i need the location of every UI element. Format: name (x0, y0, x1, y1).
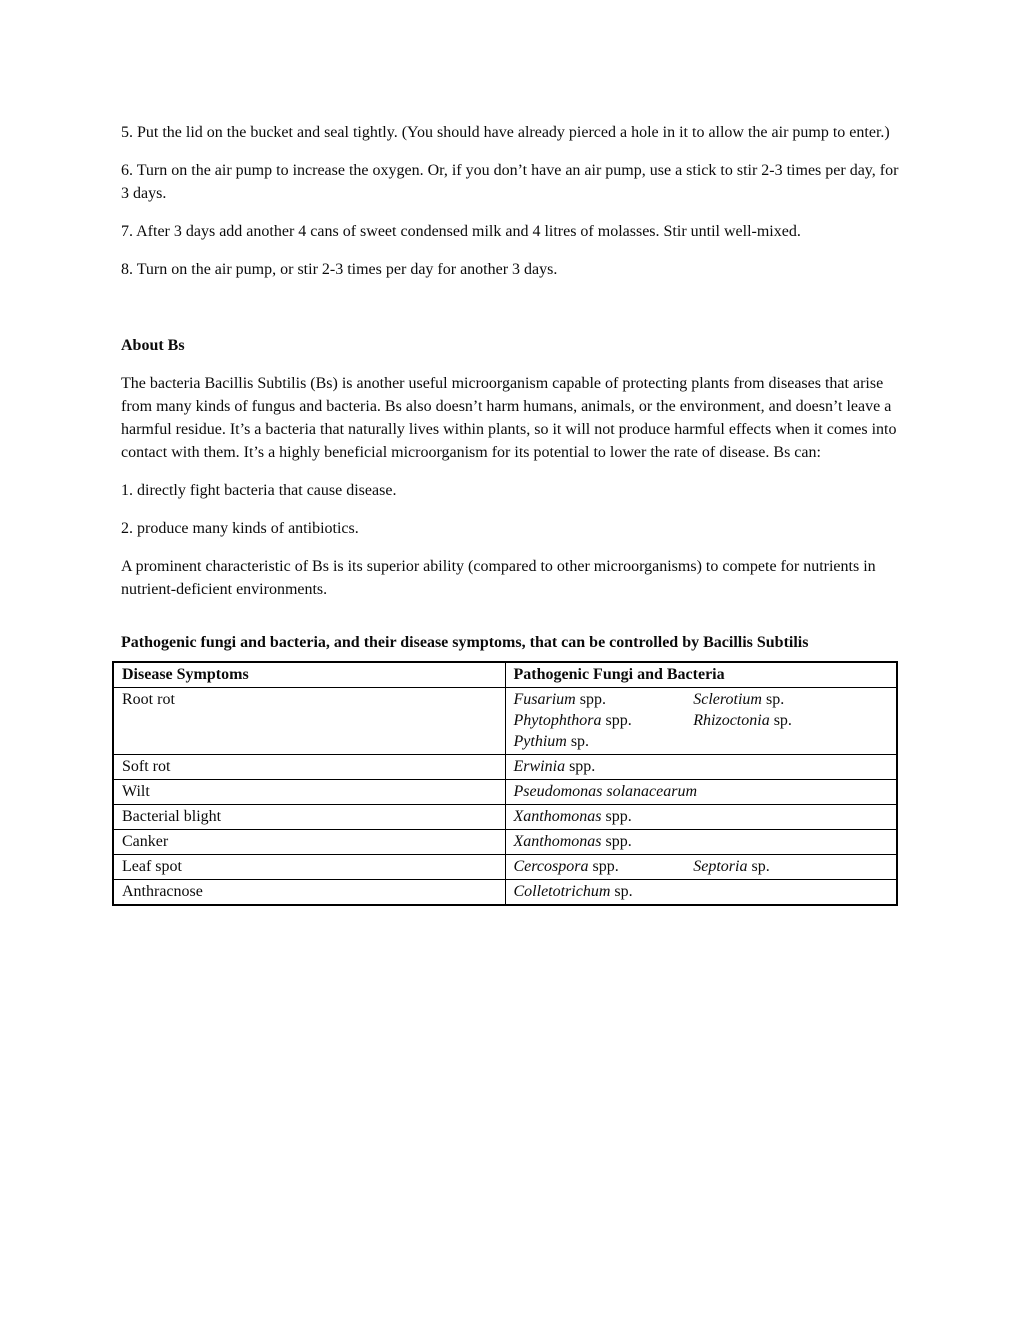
disease-symptom-cell: Wilt (113, 780, 505, 805)
pathogen-line (514, 689, 889, 710)
pathogen-cell (505, 755, 897, 780)
about-bs-heading: About Bs (121, 337, 185, 354)
pathogen-entry: Sclerotium sp. (693, 691, 785, 708)
pathogen-entry (514, 781, 889, 802)
pathogenic-fungi-header: Pathogenic Fungi and Bacteria (505, 662, 897, 688)
vertical-spacer (121, 296, 902, 334)
step-6-paragraph: 6. Turn on the air pump to increase the oxygen. Or, if you don’t have an air pump, use a stick to stir 2-3 times per day, for 3 days. (121, 162, 899, 202)
pathogen-genus-name: Rhizoctonia (693, 712, 770, 729)
table-row (113, 880, 897, 906)
disease-symptom-cell: Canker (113, 830, 505, 855)
pathogen-cell (505, 805, 897, 830)
document-content (121, 121, 902, 906)
pathogen-genus-name: Xanthomonas (513, 808, 602, 825)
pathogen-genus-name: Colletotrichum (513, 883, 611, 900)
table-row (113, 755, 897, 780)
pathogen-entry: Colletotrichum sp. (513, 883, 633, 900)
pathogen-genus-name: Erwinia (513, 758, 566, 775)
pathogen-entry: Erwinia spp. (513, 758, 596, 775)
pathogen-genus-name: Septoria (693, 858, 748, 875)
pathogen-entry: Phytophthora spp. (513, 712, 632, 729)
disease-symptom-cell: Leaf spot (113, 855, 505, 880)
pathogen-table-caption: Pathogenic fungi and bacteria, and their disease symptoms, that can be controlled by Bacillis Subtilis (121, 634, 809, 651)
pathogen-line (514, 881, 889, 902)
pathogen-entry: Rhizoctonia sp. (693, 712, 792, 729)
about-bs-body: The bacteria Bacillis Subtilis (Bs) is another useful microorganism capable of protecting plants from diseases that arise from many kinds of fungus and bacteria. Bs also doesn’t harm humans, animals, or the environment, and doesn’t leave a harmful residue. It’s a bacteria that naturally lives within plants, so it will not produce harmful effects when it comes into contact with them. It’s a highly beneficial microorganism for its potential to lower the rate of disease. Bs can: (121, 375, 897, 461)
pathogen-cell (505, 688, 897, 755)
pathogen-line (514, 756, 889, 777)
pathogen-line (514, 856, 889, 877)
pathogen-cell (505, 855, 897, 880)
pathogen-cell (505, 830, 897, 855)
pathogen-line (514, 731, 889, 752)
disease-symptom-cell: Root rot (113, 688, 505, 755)
pathogen-genus-name: Pseudomonas solanacearum (513, 783, 698, 800)
table-row (113, 780, 897, 805)
pathogen-cell (505, 880, 897, 906)
pathogen-line (514, 831, 889, 852)
pathogen-genus-name: Xanthomonas (513, 833, 602, 850)
step-7-paragraph: 7. After 3 days add another 4 cans of sweet condensed milk and 4 litres of molasses. Stir until well-mixed. (121, 223, 801, 240)
pathogen-entry: Pythium sp. (513, 733, 590, 750)
table-row (113, 805, 897, 830)
pathogen-entry: Xanthomonas spp. (513, 833, 632, 850)
pathogen-entry: Xanthomonas spp. (513, 808, 632, 825)
pathogen-cell (505, 780, 897, 805)
about-bs-list-item-1: 1. directly fight bacteria that cause disease. (121, 482, 397, 499)
pathogen-genus-name: Phytophthora (513, 712, 602, 729)
table-header-row (113, 662, 897, 688)
disease-symptom-cell: Bacterial blight (113, 805, 505, 830)
pathogen-line (514, 781, 889, 802)
disease-symptoms-header: Disease Symptoms (113, 662, 505, 688)
pathogen-genus-name: Cercospora (513, 858, 589, 875)
about-bs-list-item-2: 2. produce many kinds of antibiotics. (121, 520, 359, 537)
table-row (113, 688, 897, 755)
pathogen-genus-name: Fusarium (513, 691, 576, 708)
table-row (113, 830, 897, 855)
vertical-spacer (121, 616, 902, 631)
step-8-paragraph: 8. Turn on the air pump, or stir 2-3 times per day for another 3 days. (121, 261, 558, 278)
pathogen-genus-name: Sclerotium (693, 691, 762, 708)
step-5-paragraph: 5. Put the lid on the bucket and seal tightly. (You should have already pierced a hole in it to allow the air pump to enter.) (121, 124, 890, 141)
pathogen-entry: Cercospora spp. (513, 858, 619, 875)
pathogen-genus-name: Pythium (513, 733, 567, 750)
disease-symptom-cell: Soft rot (113, 755, 505, 780)
pathogen-entry: Fusarium spp. (513, 691, 606, 708)
pathogen-entry: Septoria sp. (693, 858, 770, 875)
pathogen-line (514, 806, 889, 827)
pathogen-table (112, 661, 898, 906)
about-bs-closing: A prominent characteristic of Bs is its superior ability (compared to other microorganisms) to compete for nutrients in nutrient-deficient environments. (121, 558, 876, 598)
pathogen-line (514, 710, 889, 731)
table-row (113, 855, 897, 880)
disease-symptom-cell: Anthracnose (113, 880, 505, 906)
